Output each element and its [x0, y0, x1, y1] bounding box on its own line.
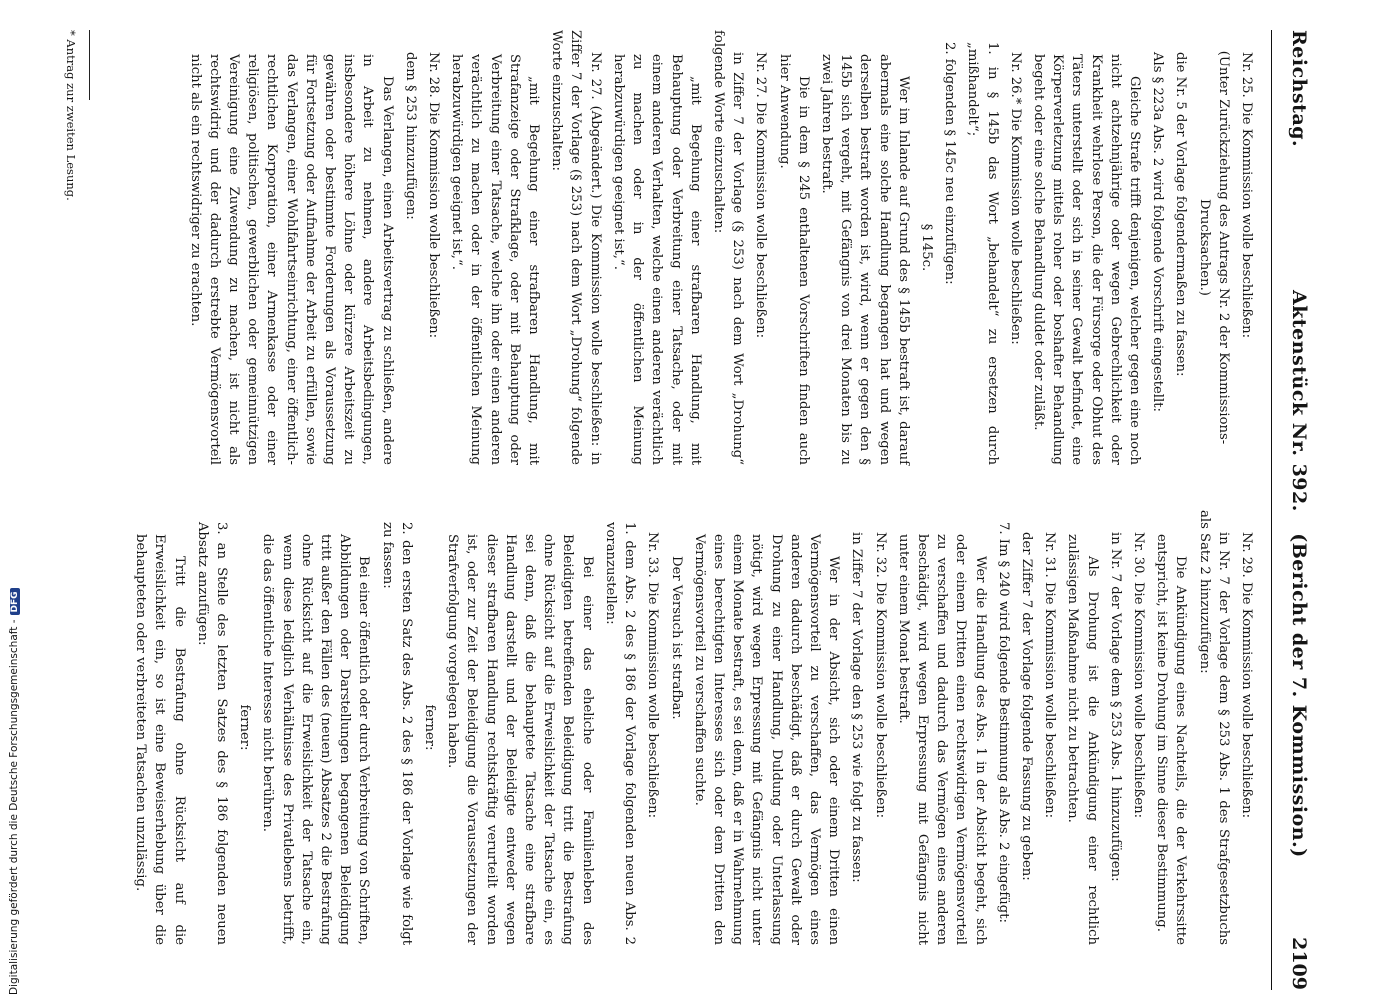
motion-heading: Nr. 32. Die Kommission wolle beschließen: [872, 532, 888, 819]
footnote: * Antrag zur zweiten Lesung. [64, 30, 78, 201]
paragraph: Wer im Inlande auf Grund des § 145b bestraft ist, darauf abermals eine solche Handlung begangen hat und wegen derselben bestraft worden ist, wird, wenn er gegen den § 145b sich vergeht, mit Gefängnis von drei Monaten bis zu zwei Jahren bestraft. [818, 54, 911, 465]
paragraph: Der Versuch ist strafbar. [668, 556, 684, 720]
paragraph: ferner: [422, 704, 438, 751]
paragraph: 2. folgenden § 145c neu einzufügen: [942, 42, 958, 285]
motion-heading: Nr. 25. Die Kommission wolle beschließen: [1239, 52, 1254, 339]
paragraph: in Nr. 7 der Vorlage dem § 253 Abs. 1 hinzuzufügen: [1107, 532, 1123, 882]
paragraph: Wer die Handlung des Abs. 1 in der Absicht begeht, sich oder einem Dritten einen rechtswidrigen Vermögensvorteil zu verschaffen und dadurch das Vermögen eines anderen beschädigt, wird wegen Erpressung mit Gefängnis nicht unter einem Monat bestraft. [895, 534, 988, 945]
document-page [18, 30, 1318, 990]
paragraph: Als Drohung ist die Ankündigung einer rechtlich zulässigen Maßnahme nicht zu betrachten. [1065, 534, 1100, 945]
paragraph: in Ziffer 7 der Vorlage (§ 253) nach dem Wort „Drohung“ folgende Worte einzuschalten: [710, 30, 746, 465]
header-middle [1289, 290, 1308, 858]
paragraph: Als § 223a Abs. 2 wird folgende Vorschrift eingestellt: [1150, 52, 1166, 412]
dfg-logo: DFG [10, 588, 20, 615]
paragraph: Wer in der Absicht, sich oder einem Dritten einen Vermögensvorteil zu verschaffen, das Vermögen eines anderen dadurch beschädigt, daß er durch Gewalt oder Drohung zu einer Handlung, Duldung oder Unterlassung nötigt, wird wegen Erpressung mit Gefängnis nicht unter einem Monate bestraft, es sei denn, daß er in Wahrnehmung eines berechtigten Interesses sich oder dem Dritten den Vermögensvorteil zu verschaffen suchte. [691, 534, 842, 945]
motion-heading: Nr. 30. Die Kommission wolle beschließen: [1130, 532, 1146, 819]
right-column [127, 510, 1256, 945]
motion-heading: Nr. 27. (Abgeändert.) Die Kommission wolle beschließen: in Ziffer 7 der Vorlage (§ 253) nach dem Wort „Drohung“ folgende Worte einzuschalten: [549, 30, 603, 465]
paragraph: Gleiche Strafe trifft denjenigen, welcher gegen eine noch nicht achtzehnjährige oder wegen Gebrechlichkeit oder Krankheit wehrlose Person, die der Fürsorge oder Obhut des Täters unterstellt oder sich in seiner Gewalt befindet, eine Körperverletzung mittels roher oder boshafter Behandlung begeht oder eine solche Behandlung duldet oder zuläßt. [1030, 54, 1142, 465]
motion-heading: Nr. 31. Die Kommission wolle beschließen: [1042, 532, 1058, 819]
left-column [181, 30, 1256, 465]
paragraph: Die in dem § 245 enthaltenen Vorschriften finden auch hier Anwendung. [776, 54, 811, 465]
footnote-rule [89, 30, 90, 100]
page-header [1278, 30, 1308, 990]
paragraph: der Ziffer 7 der Vorlage folgende Fassung zu geben: [1018, 532, 1034, 881]
paragraph: 1. in § 145b das Wort „behandelt“ zu ersetzen durch „mißhandelt“; [965, 42, 1000, 465]
page-number: 2109 [1288, 937, 1310, 990]
paragraph: Die Ankündigung eines Nachteils, die der Verkehrssitte entspricht, ist keine Drohung im Sinne dieser Bestimmung. [1154, 534, 1189, 945]
paragraph: „mit Begehung einer strafbaren Handlung, mit Strafanzeige oder Strafklage, oder mit Behauptung oder Verbreitung einer Tatsache, welche ihn oder einen anderen verächtlich zu machen oder in der öffentlichen Meinung herabzuwürdigen geeignet ist,“. [449, 54, 542, 465]
paragraph: Das Verlangen, einen Arbeitsvertrag zu schließen, andere in Arbeit zu nehmen, andere Arbeitsbedingungen, insbesondere höhere Löhne oder kürzere Arbeitszeit zu gewähren oder bestimmte Forderungen als Voraussetzung für Fortsetzung oder Aufnahme der Arbeit zu erfüllen, sowie das Verlangen, einer Wohlfahrtseinrichtung, einer öffentlich-rechtlichen Korporation, einer Armenkasse oder einer religiösen, politischen, gewerblichen oder gemeinnützigen Vereinigung eine Zuwendung zu machen, ist nicht als rechtswidrig und der dadurch erstrebte Vermögensvorteil nicht als ein rechtswidriger zu erachten. [187, 54, 395, 465]
header-left: Reichstag. [1288, 30, 1310, 148]
paragraph: Tritt die Bestrafung ohne Rücksicht auf die Erweislichkeit ein, so ist eine Beweiserhebung über die behaupteten oder verbreiteten Tatsachen unzulässig. [133, 534, 187, 945]
paragraph: 1. dem Abs. 2 des § 186 der Vorlage folgenden neuen Abs. 2 voranzustellen: [602, 522, 638, 945]
paragraph: 2. den ersten Satz des Abs. 2 des § 186 der Vorlage wie folgt zu fassen: [379, 522, 414, 945]
header-report: (Bericht der 7. Kommission.) [1288, 533, 1310, 858]
paragraph: die Nr. 5 der Vorlage folgendermaßen zu fassen: [1173, 52, 1189, 377]
header-rule [1271, 30, 1272, 990]
paragraph: dem § 253 hinzuzufügen: [402, 52, 418, 220]
motion-heading: Nr. 28. Die Kommission wolle beschließen: [426, 52, 442, 339]
paragraph: in Nr. 7 der Vorlage dem § 253 Abs. 1 des Strafgesetzbuchs als Satz 2 hinzuzufügen: [1196, 510, 1231, 945]
paragraph: (Unter Zurückziehung des Antrags Nr. 2 der Kommissions-Drucksachen.) [1196, 50, 1231, 445]
paragraph: § 145c. [918, 223, 934, 272]
motion-heading: Nr. 29. Die Kommission wolle beschließen: [1239, 532, 1254, 819]
header-doc: Aktenstück Nr. 392. [1288, 290, 1310, 512]
paragraph: ferner: [237, 704, 253, 751]
paragraph: 3. an Stelle des letzten Satzes des § 186 folgenden neuen Absatz anzufügen: [194, 522, 230, 945]
paragraph: „mit Begehung einer strafbaren Handlung, mit Behauptung oder Verbreitung einer Tatsache, oder mit einem anderen Verhalten, welche einen anderen verächtlich zu machen oder in der öffentlichen Meinung herabzuwürdigen geeignet ist,“. [610, 54, 703, 465]
digitization-note [8, 588, 20, 995]
paragraph: Bei einer öffentlich oder durch Verbreitung von Schriften, Abbildungen oder Darstellungen begangenen Beleidigung tritt außer den Fällen des (neuen) Absatzes 2 die Bestrafung ohne Rücksicht auf die Erweislichkeit der Tatsache ein, wenn diese lediglich Verhältnisse des Privatlebens betrifft, die das öffentliche Interesse nicht berühren. [260, 534, 372, 945]
paragraph: Bei einer das eheliche oder Familienleben des Beleidigten betreffenden Beleidigung tritt die Bestrafung ohne Rücksicht auf die Erweislichkeit der Tatsache ein, es sei denn, daß die behauptete Tatsache eine strafbare Handlung darstellt und der Beleidigte entweder wegen dieser strafbaren Handlung rechtskräftig verurteilt worden ist, oder zur Zeit der Beleidigung die Voraussetzungen der Strafverfolgung vorgelegen haben. [445, 534, 595, 945]
digitization-text: Digitalisierung gefördert durch die Deutsche Forschungsgemeinschaft - [8, 619, 20, 995]
paragraph: in Ziffer 7 der Vorlage den § 253 wie folgt zu fassen: [849, 532, 865, 883]
motion-heading: Nr. 33. Die Kommission wolle beschließen: [645, 532, 661, 819]
motion-heading: Nr. 26.* Die Kommission wolle beschließen: [1007, 52, 1023, 345]
motion-heading: Nr. 27. Die Kommission wolle beschließen: [753, 52, 769, 339]
paragraph: 7. Im § 240 wird folgende Bestimmung als Abs. 2 eingefügt: [995, 522, 1011, 923]
